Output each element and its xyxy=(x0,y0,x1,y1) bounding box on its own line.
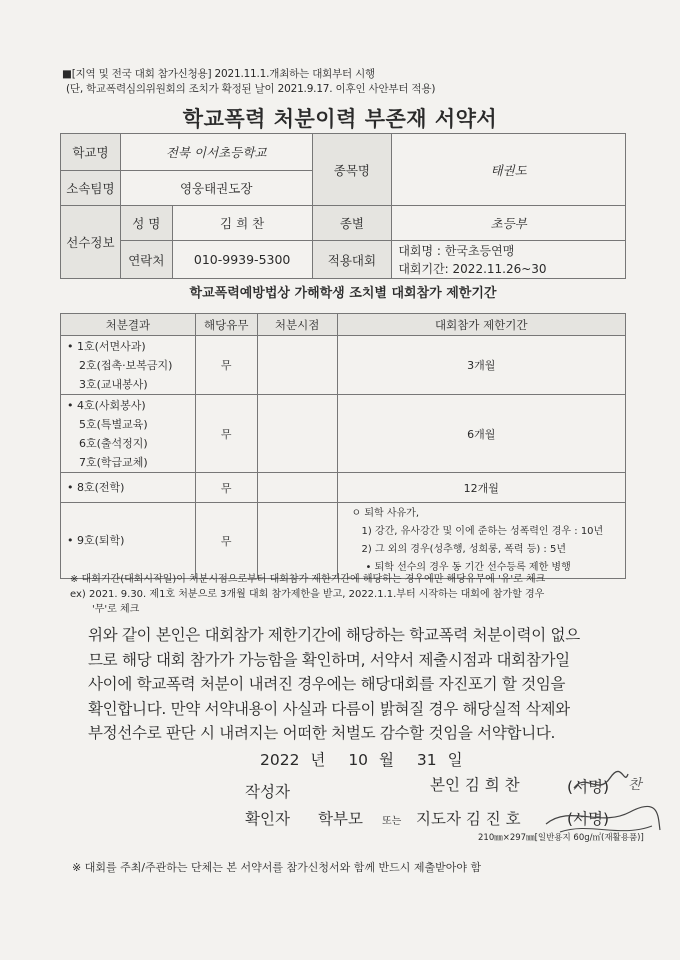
header-period: 대회참가 제한기간 xyxy=(337,314,625,336)
applicable-value: 무 xyxy=(195,473,257,503)
time-value xyxy=(257,395,337,473)
team-value: 영웅태권도장 xyxy=(120,171,312,206)
contact-value: 010-9939-5300 xyxy=(172,241,312,279)
restriction-table xyxy=(60,313,626,579)
pledge-line: 확인합니다. 만약 서약내용이 사실과 다름이 밝혀질 경우 해당실적 삭제와 xyxy=(88,699,570,718)
player-info-label: 선수정보 xyxy=(61,206,121,279)
document-title: 학교폭력 처분이력 부존재 서약서 xyxy=(182,107,498,131)
period-detail: • 퇴학 선수의 경우 동 기간 선수등록 제한 병행 xyxy=(365,561,571,573)
applicable-value: 무 xyxy=(195,503,257,579)
contact-label: 연락처 xyxy=(120,241,172,279)
footer-note: ※ 대회를 주최/주관하는 단체는 본 서약서를 참가신청서와 함께 반드시 제출받아야 함 xyxy=(72,861,482,874)
period-detail: ㅇ 퇴학 사유가, xyxy=(351,507,420,519)
result-item: • 9호(퇴학) xyxy=(67,534,125,547)
period-detail: 1) 강간, 유사강간 및 이에 준하는 성폭력인 경우 : 10년 xyxy=(361,525,604,537)
period-detail: 2) 그 외의 경우(성추행, 성희롱, 폭력 등) : 5년 xyxy=(361,543,567,555)
time-value xyxy=(257,473,337,503)
confirm-value: 지도자 김 진 호 xyxy=(416,810,521,828)
table-row xyxy=(61,473,626,503)
pledge-line: 사이에 학교폭력 처분이 내려진 경우에는 해당대회를 자진포기 할 것임을 xyxy=(88,675,566,693)
table-row xyxy=(61,503,626,579)
info-table xyxy=(60,133,626,279)
header-line-2: (단, 학교폭력심의위원회의 조치가 확정된 날이 2021.9.17. 이후인 사안부터 적용) xyxy=(66,83,436,95)
division-value: 초등부 xyxy=(392,206,626,241)
writer-sign: (서명) xyxy=(567,778,610,796)
confirm-or: 또는 xyxy=(382,816,402,827)
time-value xyxy=(257,336,337,395)
pledge-line: 위와 같이 본인은 대회참가 제한기간에 해당하는 학교폭력 처분이력이 없으 xyxy=(88,626,580,644)
note-2: ex) 2021. 9.30. 제1호 처분으로 3개월 대회 참가제한을 받고, 2022.1.1.부터 시작하는 대회에 참가할 경우 xyxy=(70,589,545,600)
event-period: 대회기간: 2022.11.26~30 xyxy=(398,261,547,276)
date-line: 2022 년 10 월 31 일 xyxy=(260,751,463,769)
event-name: 대회명 : 한국초등연맹 xyxy=(398,243,515,258)
header-line-1: ■[지역 및 전국 대회 참가신청용] 2021.11.1.개최하는 대회부터 시행 xyxy=(62,68,375,80)
school-value: 전북 이서초등학교 xyxy=(120,134,312,171)
header-time: 처분시점 xyxy=(257,314,337,336)
result-item: • 4호(사회봉사) xyxy=(67,398,146,412)
division-label: 종별 xyxy=(312,206,392,241)
table-row xyxy=(61,395,626,473)
event-label: 적용대회 xyxy=(312,241,392,279)
note-1: ※ 대회기간(대회시작일)이 처분시점으로부터 대회참가 제한기간에 해당하는 경우에만 해당유무에 '유'로 체크 xyxy=(70,574,546,585)
writer-signature-scribble xyxy=(570,768,630,802)
sport-label: 종목명 xyxy=(312,134,392,206)
result-item: • 1호(서면사과) xyxy=(67,339,146,353)
result-item: 5호(특별교육) xyxy=(79,417,148,431)
confirm-sign: (서명) xyxy=(567,810,610,828)
name-label: 성 명 xyxy=(120,206,172,241)
pledge-line: 므로 해당 대회 참가가 가능함을 확인하며, 서약서 제출시점과 대회참가일 xyxy=(88,650,570,669)
period-value: 3개월 xyxy=(337,336,625,395)
date-year: 2022 xyxy=(260,751,300,769)
header-applicable: 해당유무 xyxy=(195,314,257,336)
header-result: 처분결과 xyxy=(61,314,196,336)
school-label: 학교명 xyxy=(61,134,121,171)
pledge-line: 부정선수로 판단 시 내려지는 어떠한 처벌도 감수할 것임을 서약합니다. xyxy=(88,724,556,742)
result-item: 2호(접촉·보복금지) xyxy=(79,358,173,372)
sport-value: 태권도 xyxy=(392,134,626,206)
name-value: 김 희 찬 xyxy=(172,206,312,241)
result-item: 3호(교내봉사) xyxy=(79,377,148,391)
restriction-title: 학교폭력예방법상 가해학생 조치별 대회참가 제한기간 xyxy=(189,286,497,301)
date-month: 10 xyxy=(348,751,369,769)
date-day: 31 xyxy=(416,751,437,769)
pledge-text xyxy=(88,623,628,746)
time-value xyxy=(257,503,337,579)
result-item: 7호(학급교체) xyxy=(79,455,148,469)
paper-spec: 210㎜×297㎜[일반용지 60g/㎡(재활용품)] xyxy=(478,833,644,843)
confirm-label: 확인자 xyxy=(245,810,290,828)
applicable-value: 무 xyxy=(195,336,257,395)
period-value: 6개월 xyxy=(337,395,625,473)
team-label: 소속팀명 xyxy=(61,171,121,206)
result-item: • 8호(전학) xyxy=(67,481,125,494)
confirm-role: 학부모 xyxy=(318,810,363,828)
period-value: 12개월 xyxy=(337,473,625,503)
writer-label: 작성자 xyxy=(245,783,290,801)
result-item: 6호(출석정지) xyxy=(79,436,148,450)
table-row xyxy=(61,336,626,395)
writer-value: 본인 김 희 찬 xyxy=(430,776,520,794)
applicable-value: 무 xyxy=(195,395,257,473)
signature-mark: 찬 xyxy=(628,777,642,793)
note-3: '무'로 체크 xyxy=(92,604,140,615)
